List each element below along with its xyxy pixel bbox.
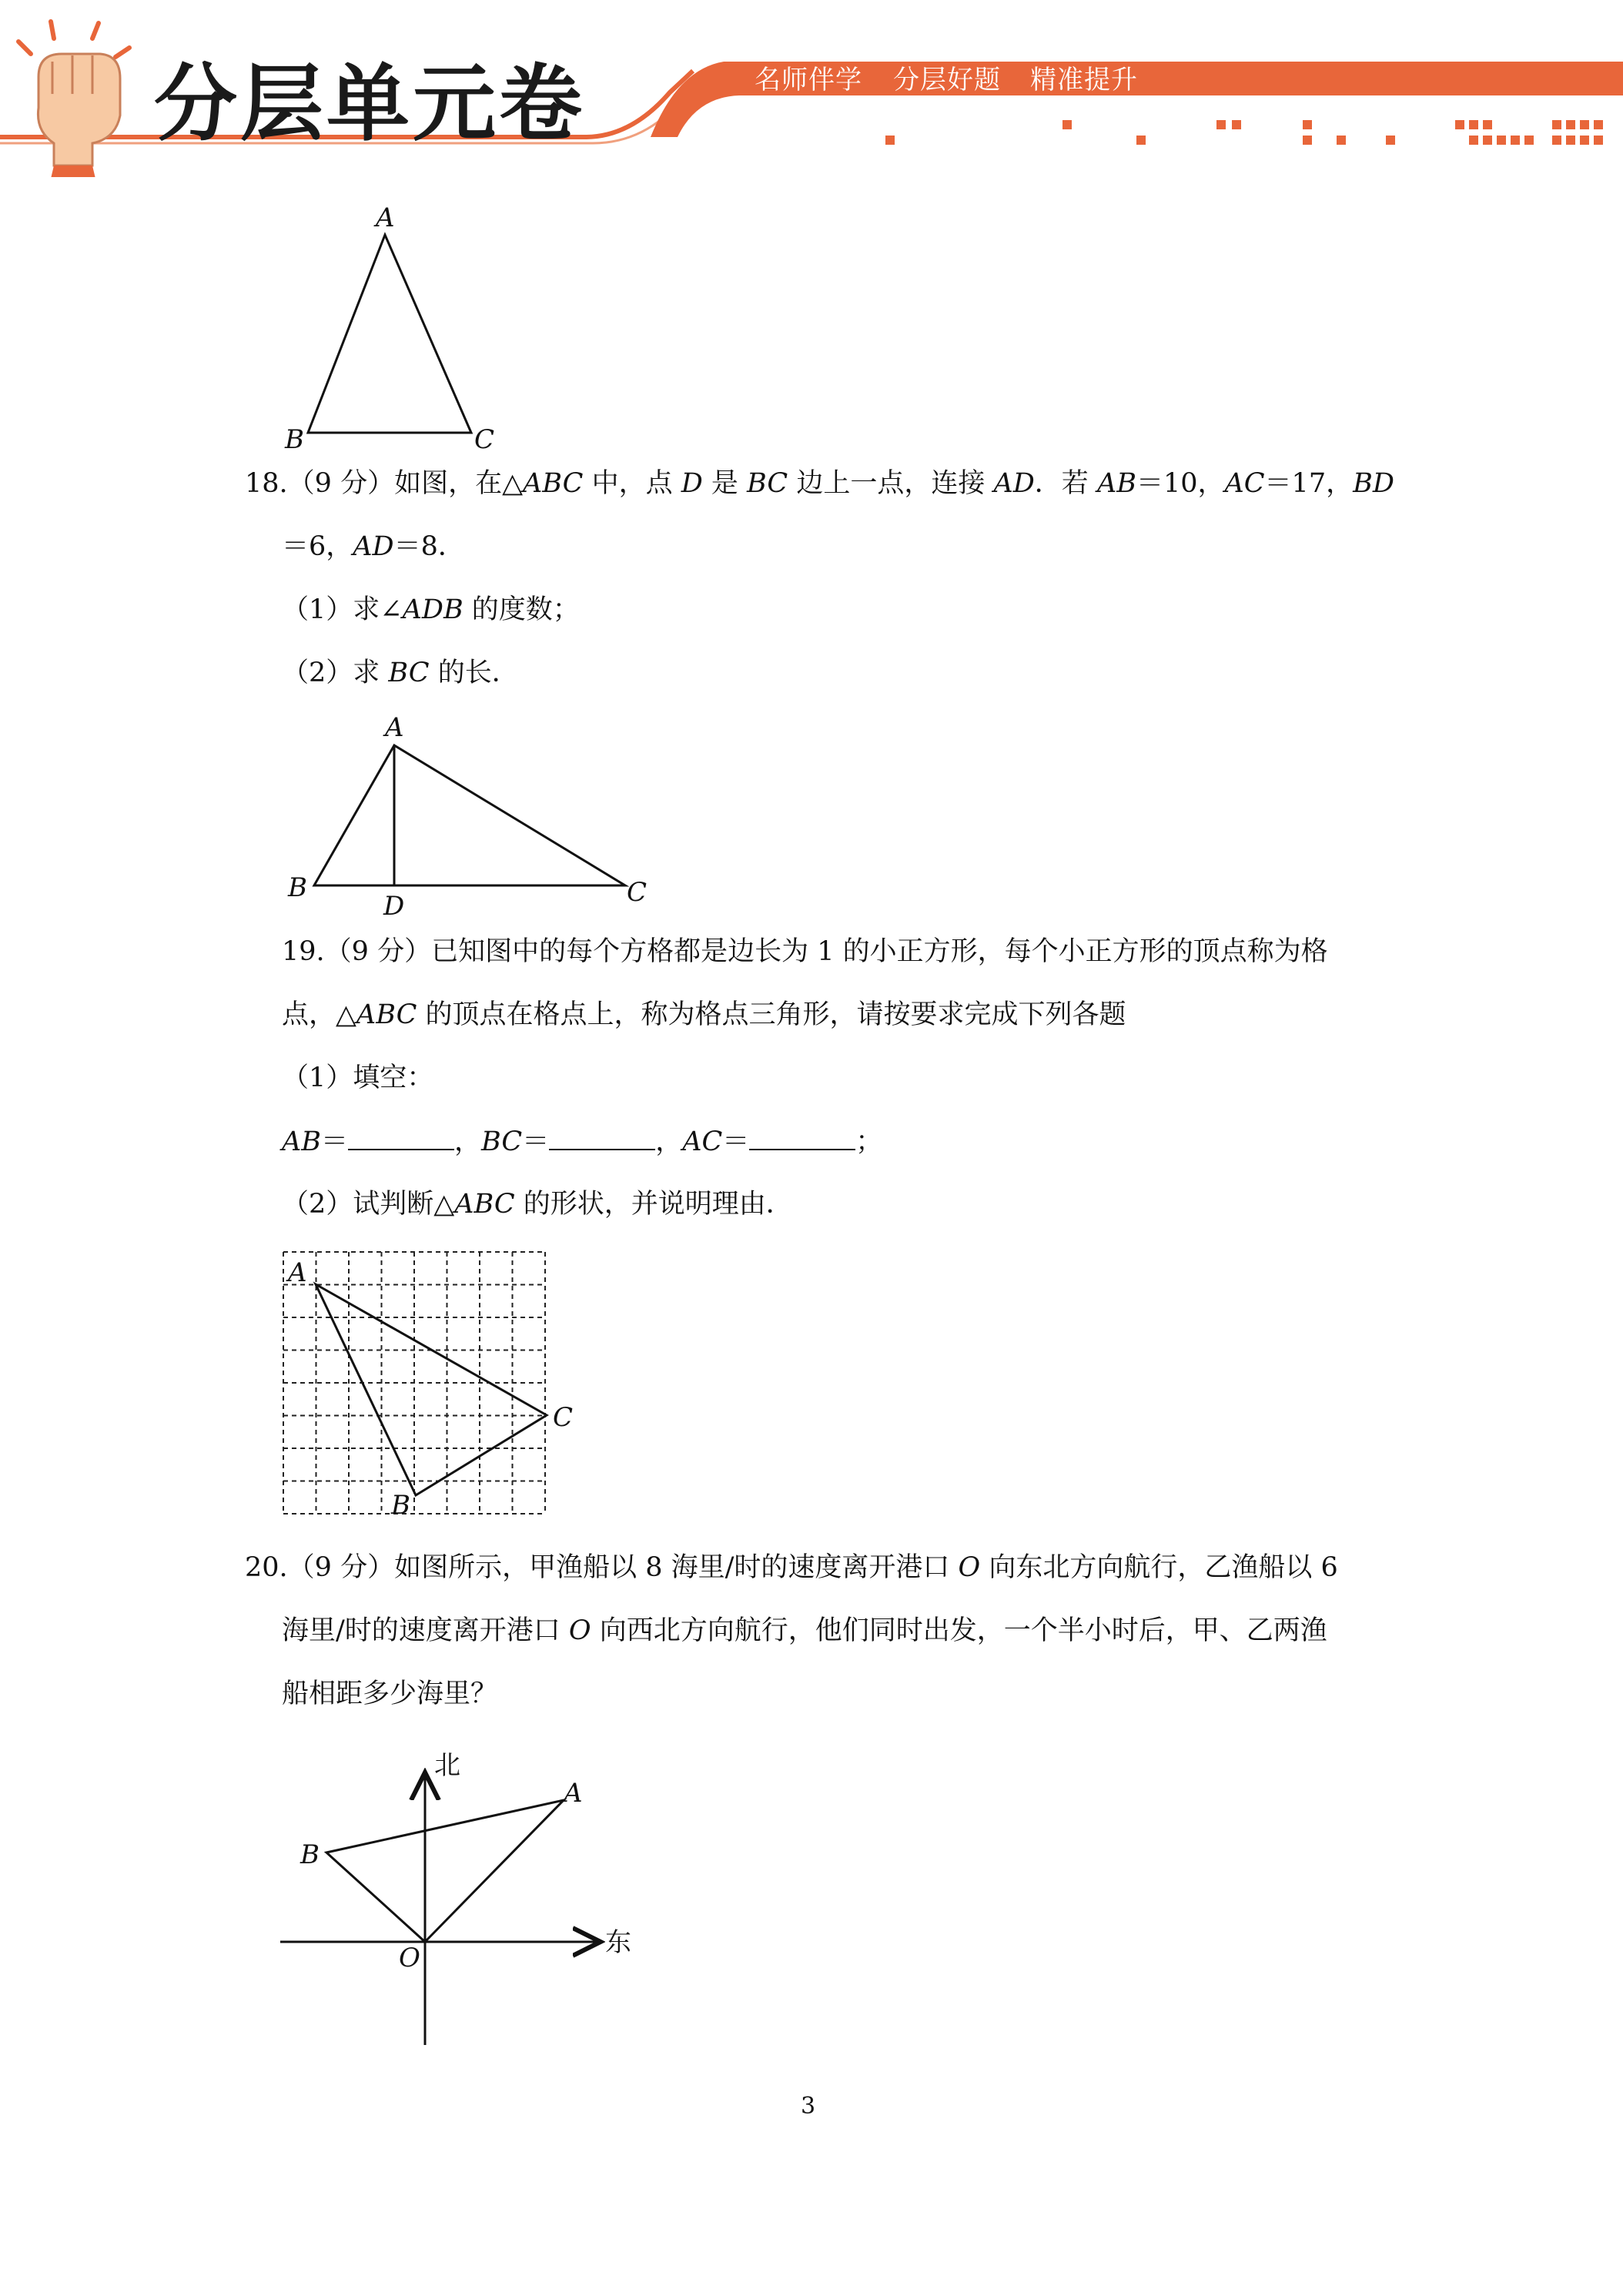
- vertex-label-a: A: [376, 202, 395, 233]
- question-18-line-1: 18.（9 分）如图，在△ABC 中，点 D 是 BC 边上一点，连接 AD．若 AB＝10，AC＝17，BD: [245, 468, 1394, 499]
- blank-bc[interactable]: [549, 1126, 655, 1150]
- question-20-line-2: 海里/时的速度离开港口 O 向西北方向航行，他们同时出发，一个半小时后，甲、乙两渔: [282, 1615, 1327, 1646]
- question-19-fill-blanks: AB＝ ，BC＝ ，AC＝ ；: [282, 1126, 883, 1157]
- slogan-1: 名师伴学: [755, 65, 862, 95]
- question-number: 19.: [282, 936, 325, 967]
- vertex-label-a: A: [385, 712, 404, 743]
- slogan-2: 分层好题: [893, 65, 1001, 95]
- ships-direction-figure-20: [277, 1740, 662, 2048]
- triangle-altitude-figure-18: [277, 707, 662, 924]
- slogan-3: 精准提升: [1030, 65, 1138, 95]
- question-number: 18.: [245, 468, 288, 499]
- point-label-b: B: [300, 1839, 320, 1870]
- east-label: 东: [605, 1927, 631, 1958]
- grid-triangle-figure-19: [277, 1247, 585, 1517]
- vertex-label-c: C: [553, 1402, 574, 1433]
- north-label: 北: [434, 1750, 460, 1781]
- dashed-grid: [283, 1252, 545, 1514]
- vertex-label-a: A: [288, 1257, 307, 1288]
- page-header: [0, 0, 1623, 177]
- question-19-sub-1: （1）填空：: [282, 1063, 434, 1093]
- fist-logo-icon: [8, 8, 139, 177]
- vertex-label-c: C: [627, 877, 648, 908]
- question-19-sub-2: （2）试判断△ABC 的形状，并说明理由．: [282, 1189, 793, 1220]
- vertex-label-b: B: [285, 424, 304, 454]
- origin-label-o: O: [399, 1943, 420, 1973]
- question-18-sub-2: （2）求 BC 的长．: [282, 658, 519, 688]
- vertex-label-b: B: [288, 872, 307, 903]
- blank-ab[interactable]: [348, 1126, 454, 1150]
- vertex-label-b: B: [391, 1490, 410, 1517]
- question-20-line-3: 船相距多少海里？: [282, 1678, 498, 1709]
- question-number: 20.: [245, 1552, 288, 1583]
- decorative-pixels: [885, 120, 1603, 145]
- blank-ac[interactable]: [749, 1126, 855, 1150]
- vertex-label-d: D: [383, 891, 405, 922]
- triangle-figure-17: [277, 192, 524, 454]
- brand-title: 分层单元卷: [154, 56, 586, 152]
- question-19-line-1: 19.（9 分）已知图中的每个方格都是边长为 1 的小正方形，每个小正方形的顶点称为格: [282, 936, 1328, 967]
- question-20-line-1: 20.（9 分）如图所示，甲渔船以 8 海里/时的速度离开港口 O 向东北方向航行，乙渔船以 6: [245, 1552, 1338, 1583]
- question-19-line-2: 点，△ABC 的顶点在格点上，称为格点三角形，请按要求完成下列各题: [282, 999, 1126, 1030]
- point-label-a: A: [564, 1778, 583, 1809]
- page-number: 3: [801, 2093, 816, 2120]
- question-18-line-2: ＝6，AD＝8．: [282, 531, 465, 562]
- vertex-label-c: C: [474, 424, 495, 454]
- question-18-sub-1: （1）求∠ADB 的度数；: [282, 594, 580, 625]
